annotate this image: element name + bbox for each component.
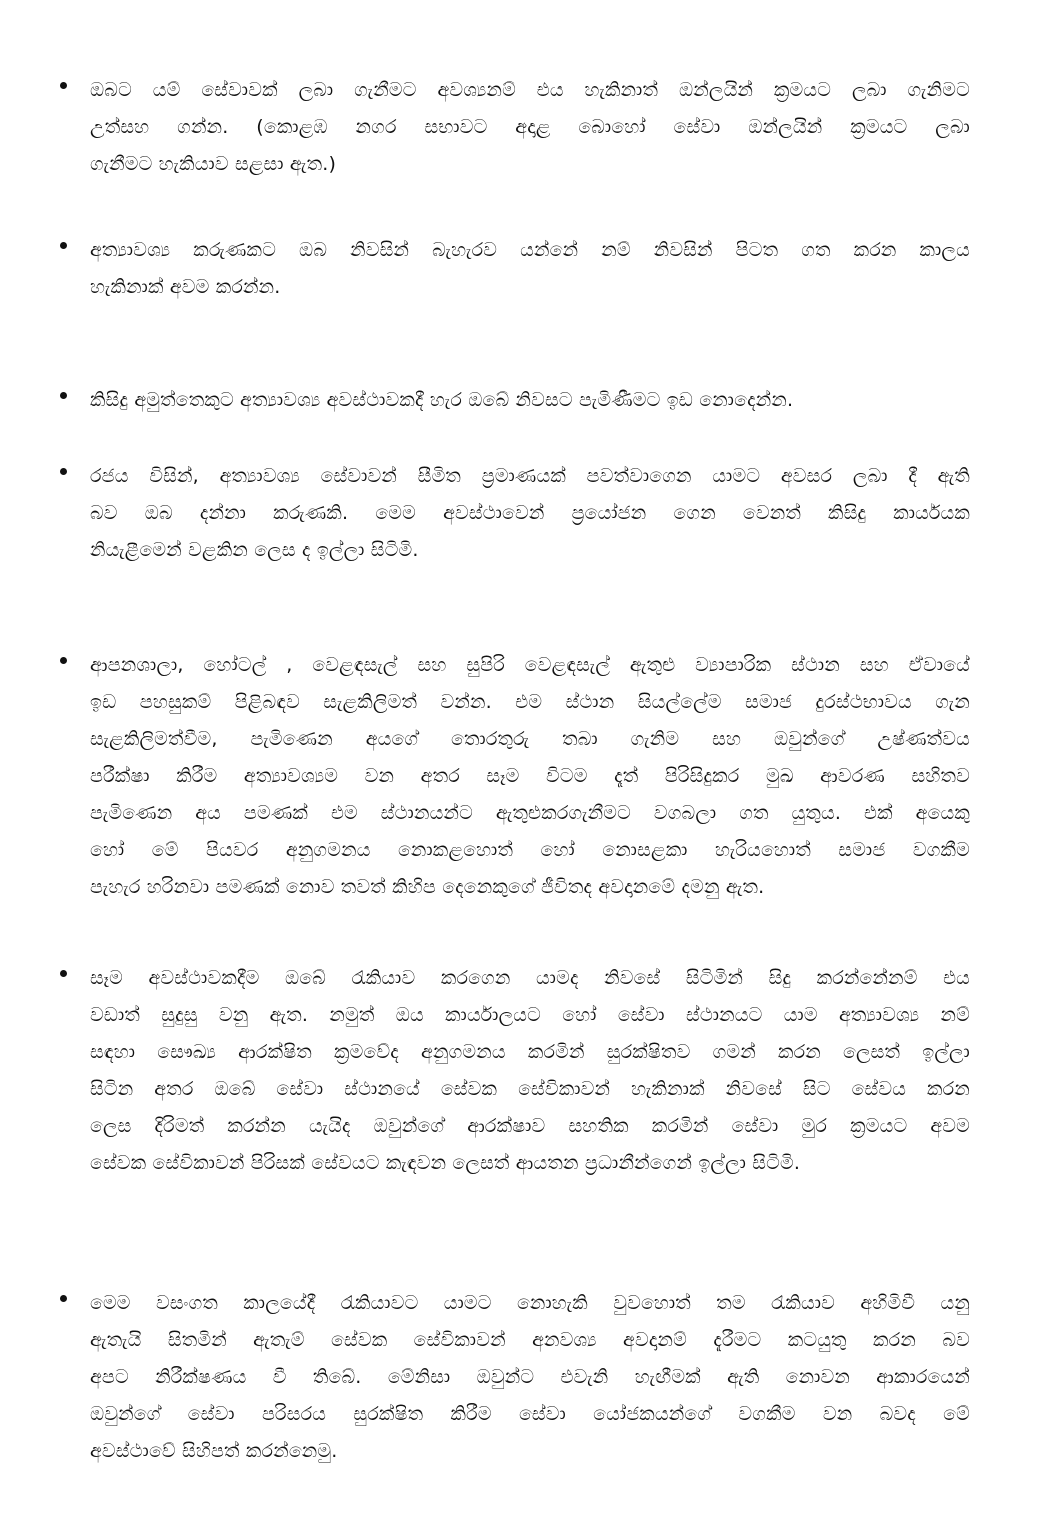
bullet-text: [90, 72, 970, 183]
text-line: මෙම වසංගත කාලයේදී රැකියාවට යාමට නොහැකි වුවහොත් තම රැකියාව අහිමිවී යනු: [90, 1292, 970, 1314]
bullet-text: [90, 647, 970, 906]
bullet-text: [90, 232, 970, 306]
text-line: ඔබට යම් සේවාවක් ලබා ගැනීමට අවශ්‍යනම් එය හැකිනාත් ඔන්ලයින් ක්‍රමයට ලබා ගැනිමට: [90, 79, 970, 101]
text-line: බව ඔබ දන්නා කරුණකි. මෙම අවස්ථාවෙන් ප්‍රයෝජන ගෙන වෙනත් කිසිදු කාර්යයක: [90, 502, 970, 524]
text-line: සෑම අවස්ථාවකදීම ඔබේ රැකියාව කරගෙන යාමද නිවසේ සිටිමින් සිදු කරන්නේනම් එය: [90, 967, 970, 989]
text-line: අත්‍යාවශ්‍ය කරුණකට ඔබ නිවසින් බැහැරව යන්නේ නම් නිවසින් පිටත ගත කරන කාලය: [90, 239, 970, 261]
text-line: ඉඩ පහසුකම් පිළිබඳව සැළකිලිමත් වන්න. එම ස්ථාන සියල්ලේම සමාජ දුරස්ථභාවය ගැන: [90, 691, 970, 713]
text-line: රජය විසින්, අත්‍යාවශ්‍ය සේවාවන් සීමිත ප්‍රමාණයක් පවත්වාගෙන යාමට අවසර ලබා දී ඇති: [90, 465, 970, 487]
bullet-dot: [60, 468, 67, 475]
text-line: ගැනීමට හැකියාව සළසා ඇත.): [90, 153, 337, 175]
text-line: නියැළීමෙන් වළකින ලෙස ද ඉල්ලා සිටිමි.: [90, 539, 419, 561]
text-line: හෝ මේ පියවර අනුගමනය නොකළහොත් හෝ නොසළකා හැරියහොත් සමාජ වගකීම: [90, 839, 970, 861]
bullet-dot: [60, 392, 67, 399]
text-line: ඇතැයි සිතමින් ඇතැම් සේවක සේවිකාවන් අනවශ්‍ය අවදානම් දැරීමට කටයුතු කරන බව: [90, 1329, 970, 1351]
bullet-text: [90, 382, 970, 419]
text-line: පැමිණෙන අය පමණක් එම ස්ථානයන්ට ඇතුළුකරගැනීමට වගබලා ගත යුතුය. එක් අයෙකු: [90, 802, 970, 824]
bullet-dot: [60, 1295, 67, 1302]
bullet-item-2: [50, 232, 970, 306]
text-line: ඔවුන්ගේ සේවා පරිසරය සුරක්ෂිත කිරීම සේවා යෝජකයන්ගේ වගකීම වන බවද මේ: [90, 1403, 970, 1425]
bullet-item-6: [50, 960, 970, 1182]
bullet-item-3: [50, 382, 970, 419]
text-line: සැළකිලිමත්වීම, පැමිණෙන අයගේ තොරතුරු තබා ගැනිම සහ ඔවුන්ගේ උෂ්ණත්වය: [90, 728, 970, 750]
text-line: හැකිනාක් අවම කරන්න.: [90, 276, 281, 298]
bullet-dot: [60, 242, 67, 249]
bullet-item-1: [50, 72, 970, 183]
text-line: සිටින අතර ඔබේ සේවා ස්ථානයේ සේවක සේවිකාවන් හැකිනාක් නිවසේ සිට සේවය කරන: [90, 1078, 970, 1100]
text-line: අපට නිරීක්ෂණය වී තිබේ. මේනිසා ඔවුන්ට එවැනි හැඟීමක් ඇති නොවන ආකාරයෙන්: [90, 1366, 970, 1388]
text-line: පරීක්ෂා කිරීම අත්‍යාවශ්‍යම වන අතර සෑම විටම දෑත් පිරිසිදුකර මුඛ ආවරණ සහිතව: [90, 765, 970, 787]
bullet-item-7: [50, 1285, 970, 1470]
bullet-text: [90, 960, 970, 1182]
text-line: සේවක සේවිකාවන් පිරිසක් සේවයට කැඳවන ලෙසත් ආයතන ප්‍රධානීන්ගෙන් ඉල්ලා සිටිමි.: [90, 1152, 801, 1174]
bullet-dot: [60, 82, 67, 89]
text-line: වඩාත් සුදුසු වනු ඇත. නමුත් ඔය කාර්යාලයට හෝ සේවා ස්ථානයට යාම අත්‍යාවශ්‍ය නම්: [90, 1004, 970, 1026]
bullet-item-5: [50, 647, 970, 906]
bullet-text: [90, 1285, 970, 1470]
text-line: ආපනශාලා, හෝටල් , වෙළඳසැල් සහ සුපිරි වෙළඳසැල් ඇතුළු ව්‍යාපාරික ස්ථාන සහ ඒවායේ: [90, 654, 970, 676]
bullet-item-4: [50, 458, 970, 569]
text-line: සඳහා සෞඛ්‍ය ආරක්ෂිත ක්‍රමවේද අනුගමනය කරමින් සුරක්ෂිතව ගමන් කරන ලෙසත් ඉල්ලා: [90, 1041, 970, 1063]
text-line: උත්සහ ගන්න. (කොළඹ නගර සභාවට අදාළ බොහෝ සේවා ඔන්ලයින් ක්‍රමයට ලබා: [90, 116, 970, 138]
text-line: අවස්ථාවේ සිහිපත් කරන්නෙමු.: [90, 1440, 338, 1462]
bullet-dot: [60, 970, 67, 977]
bullet-text: [90, 458, 970, 569]
text-line: ලෙස දිරිමත් කරන්න යැයිද ඔවුන්ගේ ආරක්ෂාව සහතික කරමින් සේවා මුර ක්‍රමයට අවම: [90, 1115, 970, 1137]
text-line: පැහැර හරිනවා පමණක් නොව තවත් කිහිප දෙනෙකුගේ ජීවිතද අවදානමේ දමනු ඇත.: [90, 876, 765, 898]
text-line: කිසිදු අමුත්තෙකුට අත්‍යාවශ්‍ය අවස්ථාවකදී හැර ඔබේ නිවසට පැමිණීමට ඉඩ නොදෙන්න.: [90, 389, 794, 411]
bullet-dot: [60, 657, 67, 664]
